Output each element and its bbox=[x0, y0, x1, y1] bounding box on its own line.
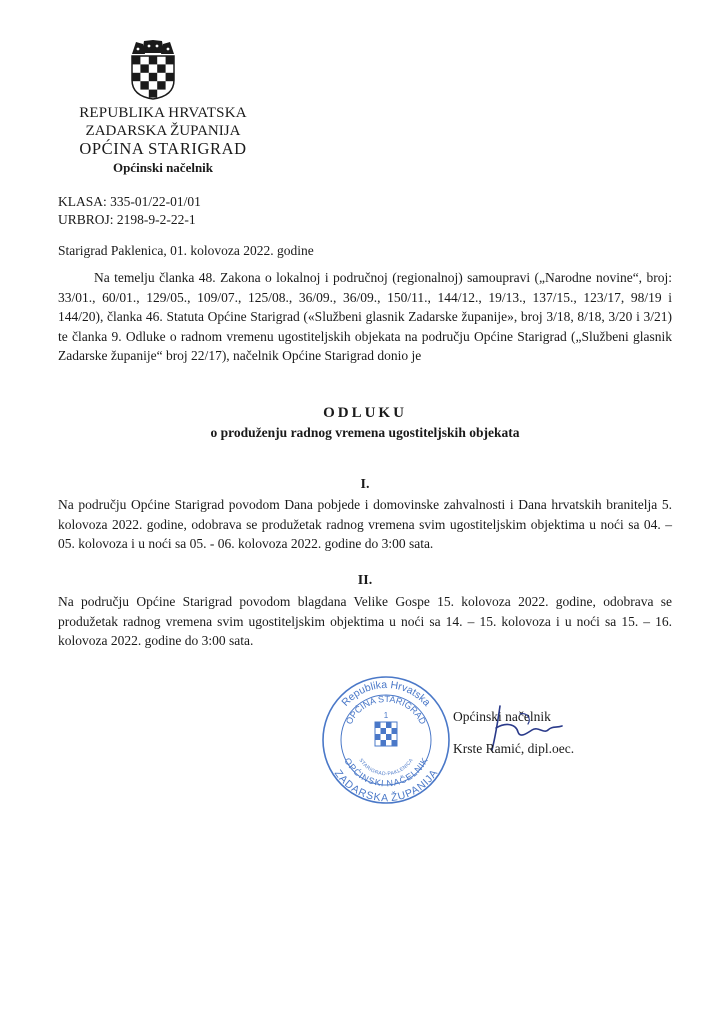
signature-role: Općinski načelnik bbox=[453, 709, 551, 724]
header-country: REPUBLIKA HRVATSKA bbox=[79, 105, 247, 121]
svg-text:Republika Hrvatska bbox=[339, 679, 432, 709]
preamble-paragraph: Na temelju članka 48. Zakona o lokalnoj i područnoj (regionalnoj) samoupravi („Narodne novine“, broj: 33/01., 60/01., 129/05., 109/07., 125/08., 36/09., 36/09., 150/11., 144/12., 19/13., 137/15., 123/17, 98/19 i 144/20), članka 46. Statuta Općine Starigrad («Službeni glasnik Zadarske županije», broj 3/18, 8/18, 3/20 i 3/21) te članka 9. Odluke o radnom vremenu ugostiteljskih objekata na području Općine Starigrad („Službeni glasnik Zadarske županije“ broj 22/17), načelnik Općine Starigrad donio je bbox=[58, 270, 672, 363]
stamp-bottom-inner: OPĆINSKI NAČELNIK bbox=[342, 756, 430, 789]
decision-title: ODLUKU bbox=[323, 405, 407, 421]
decision-subtitle: o produženju radnog vremena ugostiteljskih objekata bbox=[210, 425, 520, 440]
official-stamp bbox=[320, 674, 452, 806]
header-municipality: OPĆINA STARIGRAD bbox=[79, 139, 247, 158]
section-2-numeral: II. bbox=[357, 573, 373, 588]
stamp-shield-icon bbox=[375, 722, 397, 746]
stamp-number: 1 bbox=[383, 711, 389, 720]
urbroj-reference: URBROJ: 2198-9-2-22-1 bbox=[58, 212, 196, 227]
signature-name: Krste Ramić, dipl.oec. bbox=[453, 741, 575, 756]
stamp-small-text: STARIGRAD-PAKLENICA bbox=[357, 757, 415, 778]
place-and-date: Starigrad Paklenica, 01. kolovoza 2022. godine bbox=[58, 243, 314, 258]
section-2-text: Na području Općine Starigrad povodom blagdana Velike Gospe 15. kolovoza 2022. godine, odobrava se produžetak radnog vremena svim ugostiteljskim objektima u noći sa 14. – 15. kolovoza i u noći sa 15. – 16. kolovoza 2022. godine do 3:00 sata. bbox=[58, 594, 672, 648]
stamp-bottom-outer: ZADARSKA ŽUPANIJA bbox=[331, 767, 441, 805]
section-1-numeral: I. bbox=[360, 477, 370, 492]
stamp-outer-text: Republika Hrvatska bbox=[339, 678, 433, 709]
header-county: ZADARSKA ŽUPANIJA bbox=[85, 123, 241, 139]
klasa-reference: KLASA: 335-01/22-01/01 bbox=[58, 194, 201, 209]
header-office: Općinski načelnik bbox=[112, 160, 214, 175]
section-1-text: Na području Općine Starigrad povodom Dana pobjede i domovinske zahvalnosti i Dana hrvatskih branitelja 5. kolovoza 2022. godine, odobrava se produžetak radnog vremena svim ugostiteljskim objektima u noći sa 04. – 05. kolovoza i u noći sa 05. - 06. kolovoza 2022. godine do 3:00 sata. bbox=[58, 497, 672, 551]
stamp-inner-text: OPĆINA STARIGRAD bbox=[343, 693, 429, 726]
coat-of-arms-icon bbox=[128, 40, 178, 100]
